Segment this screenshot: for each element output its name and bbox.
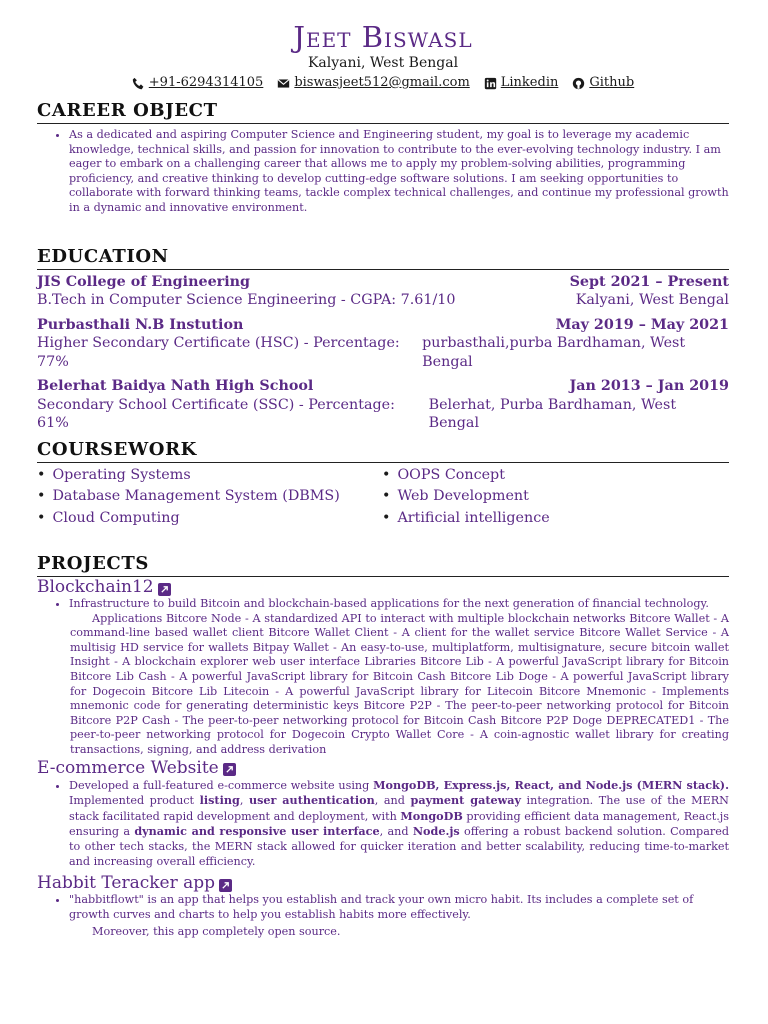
school-place: Kalyani, West Bengal — [575, 292, 729, 309]
resume-page — [37, 0, 729, 940]
phone-icon — [132, 77, 145, 90]
degree: B.Tech in Computer Science Engineering - CGPA: 7.61/10 — [37, 292, 456, 309]
education-entry — [37, 316, 729, 372]
school-dates: Jan 2013 – Jan 2019 — [569, 378, 729, 395]
degree: Higher Secondary Certificate (HSC) - Percentage: 77% — [37, 335, 400, 370]
phone-link[interactable]: +91-6294314105 — [148, 75, 264, 90]
project-habit — [37, 873, 729, 940]
candidate-location: Kalyani, West Bengal — [307, 55, 459, 71]
education-entry — [37, 273, 729, 310]
school-name: Purbasthali N.B Instution — [37, 316, 244, 333]
school-place: purbasthali,purba Bardhaman, West Bengal — [422, 335, 686, 370]
school-dates: Sept 2021 – Present — [569, 273, 729, 290]
external-link-icon[interactable] — [219, 879, 232, 892]
course-item: • OOPS Concept — [382, 465, 727, 487]
course-item: • Web Development — [382, 486, 727, 508]
course-item: • Database Management System (DBMS) — [37, 486, 382, 508]
career-text: • As a dedicated and aspiring Computer Science and Engineering student, my goal is to leverage my academic knowledge, technical skills, and passion for innovation to contribute to the ever-evolving technology industry. I am eager to embark on a challenging career that allows me to apply my problem-solving abilities, programming proficiency, and creative thinking to develop cutting-edge software solutions. I am seeking opportunities to collaborate with forward thinking teams, tackle complex technical challenges, and continue my professional growth in a dynamic and innovative environment. — [69, 128, 729, 216]
github-icon — [572, 77, 585, 90]
project-title: Habbit Teracker app — [37, 873, 216, 894]
email-link[interactable]: biswasjeet512@gmail.com — [294, 75, 470, 90]
candidate-name: Jeet Biswasl — [293, 20, 473, 54]
project-desc: • Infrastructure to build Bitcoin and blockchain-based applications for the next generation of financial technology. — [69, 597, 729, 612]
github-contact[interactable] — [572, 74, 634, 92]
course-item: • Artificial intelligence — [382, 508, 727, 530]
project-blockchain — [37, 577, 729, 758]
projects-section — [37, 553, 729, 940]
project-desc: • Developed a full-featured e-commerce website using MongoDB, Express.js, React, and Node.js (MERN stack). Implemented product listing, user authentication, and payment gateway integration. The use of the MERN stack facilitated rapid development and deployment, with MongoDB providing efficient data management, React.js ensuring a dynamic and responsive user interface, and Node.js offering a robust backend solution. Compared to other tech stacks, the MERN stack allowed for quicker iteration and better scalability, reducing time-to-market and increasing overall efficiency. — [69, 778, 729, 870]
project-bullets — [37, 597, 729, 612]
phone-contact[interactable] — [132, 74, 264, 92]
envelope-icon — [277, 77, 290, 90]
linkedin-icon — [484, 77, 497, 90]
linkedin-link[interactable]: Linkedin — [500, 75, 559, 90]
school-name: JIS College of Engineering — [37, 273, 251, 290]
education-section — [37, 246, 729, 433]
projects-heading: PROJECTS — [37, 553, 729, 577]
coursework-grid — [37, 465, 729, 530]
project-ecommerce — [37, 758, 729, 870]
career-list — [37, 128, 729, 216]
github-link[interactable]: Github — [589, 75, 635, 90]
school-dates: May 2019 – May 2021 — [555, 316, 729, 333]
contact-bar — [37, 74, 729, 92]
coursework-section — [37, 439, 729, 530]
external-link-icon[interactable] — [223, 763, 236, 776]
project-title: Blockchain12 — [37, 577, 154, 598]
career-section — [37, 100, 729, 216]
project-detail: Moreover, this app completely open source. — [92, 925, 341, 939]
project-desc: • "habbitflowt" is an app that helps you establish and track your own micro habit. Its includes a complete set of growth curves and charts to help you establish habits more effectively. — [69, 893, 729, 922]
project-title: E-commerce Website — [37, 757, 219, 778]
career-heading: CAREER OBJECT — [37, 100, 729, 124]
school-place: Belerhat, Purba Bardhaman, West Bengal — [428, 396, 677, 432]
degree: Secondary School Certificate (SSC) - Percentage: 61% — [37, 396, 395, 432]
project-bullets — [37, 893, 729, 922]
course-item: • Cloud Computing — [37, 508, 382, 530]
project-detail: Applications Bitcore Node - A standardized API to interact with multiple blockchain networks Bitcore Wallet - A command-line based wallet client Bitcore Wallet Client - A client for the wallet service Bitcore Wallet Service - A multisig HD service for wallets Bitpay Wallet - An easy-to-use, multiplatform, multisignature, secure bitcoin wallet Insight - A blockchain explorer web user interface Libraries Bitcore Lib - A powerful JavaScript library for Bitcoin Bitcore Lib Cash - A powerful JavaScript library for Bitcoin Cash Bitcore Lib Doge - A powerful JavaScript library for Dogecoin Bitcore Lib Litecoin - A powerful JavaScript library for Litecoin Bitcore Mnemonic - Implements mnemonic code for generating deterministic keys Bitcore P2P - The peer-to-peer networking protocol for Bitcoin Bitcore P2P Cash - The peer-to-peer networking protocol for Bitcoin Cash Bitcore P2P Doge DEPRECATED1 - The peer-to-peer networking protocol for Dogecoin Crypto Wallet Core - A coin-agnostic wallet library for creating transactions, signing, and address derivation — [70, 611, 729, 756]
school-name: Belerhat Baidya Nath High School — [37, 378, 314, 395]
project-bullets — [37, 778, 729, 870]
education-heading: EDUCATION — [37, 246, 729, 270]
course-item: • Operating Systems — [37, 465, 382, 487]
education-entry — [37, 377, 729, 433]
linkedin-contact[interactable] — [484, 74, 559, 92]
email-contact[interactable] — [277, 74, 469, 92]
coursework-heading: COURSEWORK — [37, 439, 729, 463]
external-link-icon[interactable] — [158, 583, 171, 596]
